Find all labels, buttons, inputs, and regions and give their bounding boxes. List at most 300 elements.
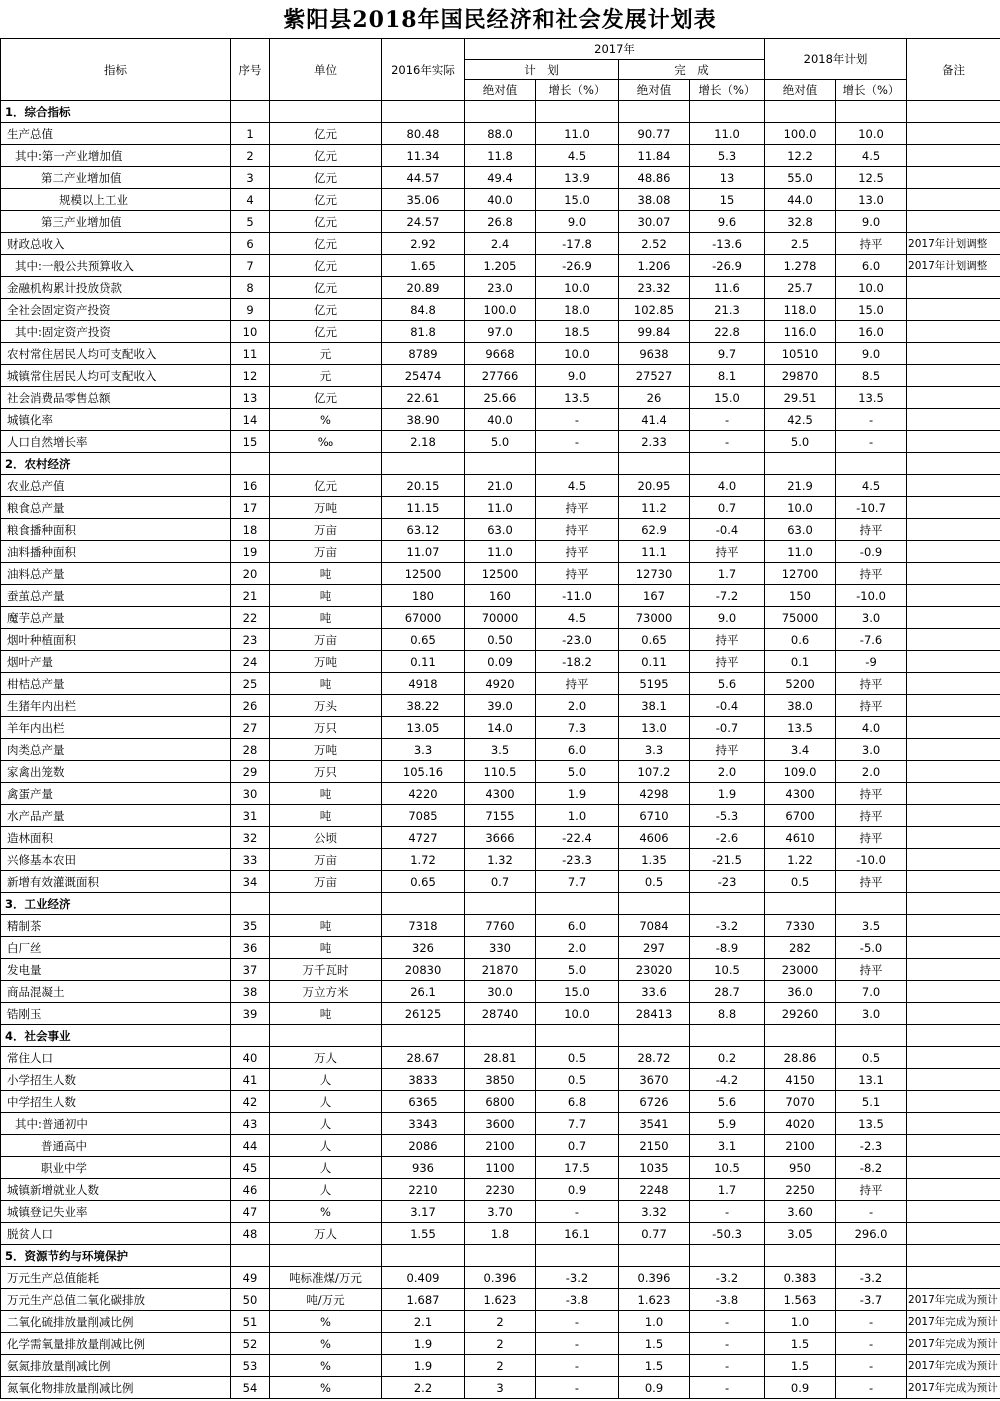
plan-2017-growth-cell: 2.0	[536, 695, 619, 717]
plan-2018-growth-cell: -	[836, 1333, 907, 1355]
note-cell: 2017年计划调整	[907, 255, 1000, 277]
plan-2018-growth-cell: -	[836, 1377, 907, 1399]
actual-2016-cell: 0.11	[382, 651, 465, 673]
empty-cell	[907, 893, 1000, 915]
plan-2018-growth-cell: 4.0	[836, 717, 907, 739]
note-cell	[907, 277, 1000, 299]
actual-2016-cell: 3343	[382, 1113, 465, 1135]
indicator-name-cell: 粮食总产量	[1, 497, 231, 519]
actual-2016-cell: 20.89	[382, 277, 465, 299]
plan-2018-growth-cell: 持平	[836, 563, 907, 585]
done-2017-abs-cell: 23.32	[619, 277, 690, 299]
plan-2018-growth-cell: 5.1	[836, 1091, 907, 1113]
empty-cell	[231, 101, 270, 123]
note-cell	[907, 673, 1000, 695]
empty-cell	[536, 101, 619, 123]
indicator-name-cell: 发电量	[1, 959, 231, 981]
seq-cell: 54	[231, 1377, 270, 1399]
plan-2017-growth-cell: 11.0	[536, 123, 619, 145]
plan-2018-growth-cell: 296.0	[836, 1223, 907, 1245]
actual-2016-cell: 1.9	[382, 1355, 465, 1377]
note-cell: 2017年计划调整	[907, 233, 1000, 255]
table-row	[1, 541, 1000, 563]
indicator-name-cell: 羊年内出栏	[1, 717, 231, 739]
empty-cell	[231, 453, 270, 475]
table-row	[1, 739, 1000, 761]
note-cell	[907, 563, 1000, 585]
plan-2017-growth-cell: 13.5	[536, 387, 619, 409]
done-2017-abs-cell: 1.0	[619, 1311, 690, 1333]
unit-cell: %	[270, 1333, 382, 1355]
seq-cell: 42	[231, 1091, 270, 1113]
header-plan-growth: 增长（%）	[536, 80, 619, 101]
table-row	[1, 365, 1000, 387]
plan-2018-growth-cell: 3.0	[836, 739, 907, 761]
seq-cell: 10	[231, 321, 270, 343]
indicator-name-cell: 全社会固定资产投资	[1, 299, 231, 321]
section-row	[1, 1245, 1000, 1267]
plan-2018-abs-cell: 63.0	[765, 519, 836, 541]
seq-cell: 37	[231, 959, 270, 981]
actual-2016-cell: 2.18	[382, 431, 465, 453]
empty-cell	[765, 1245, 836, 1267]
seq-cell: 38	[231, 981, 270, 1003]
done-2017-growth-cell: -	[690, 409, 765, 431]
done-2017-growth-cell: 5.6	[690, 673, 765, 695]
plan-2018-growth-cell: 2.0	[836, 761, 907, 783]
indicator-name-cell: 城镇登记失业率	[1, 1201, 231, 1223]
actual-2016-cell: 1.72	[382, 849, 465, 871]
done-2017-growth-cell: -3.2	[690, 1267, 765, 1289]
plan-2017-abs-cell: 0.7	[465, 871, 536, 893]
plan-2018-abs-cell: 10510	[765, 343, 836, 365]
section-title: 3．工业经济	[1, 893, 231, 915]
note-cell	[907, 343, 1000, 365]
seq-cell: 27	[231, 717, 270, 739]
plan-2017-growth-cell: 10.0	[536, 277, 619, 299]
note-cell: 2017年完成为预计	[907, 1355, 1000, 1377]
done-2017-abs-cell: 167	[619, 585, 690, 607]
table-row	[1, 1223, 1000, 1245]
note-cell: 2017年完成为预计	[907, 1289, 1000, 1311]
plan-2018-abs-cell: 7330	[765, 915, 836, 937]
indicator-name-cell: 第二产业增加值	[1, 167, 231, 189]
done-2017-abs-cell: 6710	[619, 805, 690, 827]
done-2017-abs-cell: 20.95	[619, 475, 690, 497]
plan-2018-growth-cell: 持平	[836, 673, 907, 695]
table-row	[1, 563, 1000, 585]
done-2017-abs-cell: 3541	[619, 1113, 690, 1135]
seq-cell: 18	[231, 519, 270, 541]
empty-cell	[836, 453, 907, 475]
actual-2016-cell: 0.409	[382, 1267, 465, 1289]
plan-2017-abs-cell: 110.5	[465, 761, 536, 783]
plan-2017-abs-cell: 39.0	[465, 695, 536, 717]
empty-cell	[836, 893, 907, 915]
unit-cell: %	[270, 409, 382, 431]
plan-2017-abs-cell: 21.0	[465, 475, 536, 497]
indicator-name-cell: 脱贫人口	[1, 1223, 231, 1245]
plan-2017-abs-cell: 100.0	[465, 299, 536, 321]
header-done: 完 成	[619, 60, 765, 80]
indicator-name-cell: 粮食播种面积	[1, 519, 231, 541]
indicator-name-cell: 普通高中	[1, 1135, 231, 1157]
done-2017-growth-cell: 28.7	[690, 981, 765, 1003]
table-row	[1, 1179, 1000, 1201]
plan-2017-growth-cell: 7.7	[536, 871, 619, 893]
unit-cell: 万头	[270, 695, 382, 717]
plan-2017-abs-cell: 2230	[465, 1179, 536, 1201]
empty-cell	[836, 1245, 907, 1267]
plan-2018-growth-cell: 6.0	[836, 255, 907, 277]
actual-2016-cell: 326	[382, 937, 465, 959]
plan-2017-growth-cell: 持平	[536, 541, 619, 563]
actual-2016-cell: 63.12	[382, 519, 465, 541]
table-row	[1, 277, 1000, 299]
done-2017-growth-cell: -	[690, 1377, 765, 1399]
done-2017-abs-cell: 0.5	[619, 871, 690, 893]
seq-cell: 24	[231, 651, 270, 673]
done-2017-growth-cell: -23	[690, 871, 765, 893]
indicator-name-cell: 农村常住居民人均可支配收入	[1, 343, 231, 365]
done-2017-growth-cell: -	[690, 1201, 765, 1223]
empty-cell	[382, 1245, 465, 1267]
note-cell	[907, 937, 1000, 959]
actual-2016-cell: 4727	[382, 827, 465, 849]
plan-2017-growth-cell: 16.1	[536, 1223, 619, 1245]
seq-cell: 12	[231, 365, 270, 387]
note-cell	[907, 1201, 1000, 1223]
plan-2018-abs-cell: 4020	[765, 1113, 836, 1135]
plan-2018-growth-cell: -0.9	[836, 541, 907, 563]
done-2017-growth-cell: 持平	[690, 651, 765, 673]
note-cell	[907, 1157, 1000, 1179]
table-row	[1, 937, 1000, 959]
unit-cell: 亿元	[270, 211, 382, 233]
table-row	[1, 387, 1000, 409]
unit-cell: 公顷	[270, 827, 382, 849]
plan-2017-growth-cell: 6.0	[536, 915, 619, 937]
indicator-name-cell: 新增有效灌溉面积	[1, 871, 231, 893]
table-row	[1, 1267, 1000, 1289]
plan-2018-abs-cell: 2100	[765, 1135, 836, 1157]
actual-2016-cell: 3.17	[382, 1201, 465, 1223]
done-2017-abs-cell: 27527	[619, 365, 690, 387]
plan-2018-growth-cell: 10.0	[836, 277, 907, 299]
note-cell	[907, 761, 1000, 783]
table-header	[1, 39, 1000, 101]
table-row	[1, 475, 1000, 497]
plan-2017-growth-cell: -	[536, 409, 619, 431]
plan-2017-abs-cell: 1100	[465, 1157, 536, 1179]
unit-cell: 亿元	[270, 255, 382, 277]
unit-cell: 人	[270, 1179, 382, 1201]
plan-2017-growth-cell: 5.0	[536, 761, 619, 783]
done-2017-growth-cell: 5.3	[690, 145, 765, 167]
table-row	[1, 959, 1000, 981]
unit-cell: 万吨	[270, 651, 382, 673]
table-row	[1, 189, 1000, 211]
table-row	[1, 1091, 1000, 1113]
plan-2018-abs-cell: 4150	[765, 1069, 836, 1091]
indicator-name-cell: 锆刚玉	[1, 1003, 231, 1025]
indicator-name-cell: 社会消费品零售总额	[1, 387, 231, 409]
done-2017-abs-cell: 11.2	[619, 497, 690, 519]
seq-cell: 31	[231, 805, 270, 827]
note-cell: 2017年完成为预计	[907, 1311, 1000, 1333]
plan-2018-abs-cell: 5200	[765, 673, 836, 695]
done-2017-abs-cell: 26	[619, 387, 690, 409]
done-2017-abs-cell: 5195	[619, 673, 690, 695]
indicator-name-cell: 小学招生人数	[1, 1069, 231, 1091]
done-2017-growth-cell: -0.4	[690, 519, 765, 541]
plan-2017-abs-cell: 40.0	[465, 409, 536, 431]
empty-cell	[907, 1245, 1000, 1267]
empty-cell	[690, 893, 765, 915]
plan-2017-abs-cell: 28.81	[465, 1047, 536, 1069]
indicator-name-cell: 其中:普通初中	[1, 1113, 231, 1135]
indicator-name-cell: 魔芋总产量	[1, 607, 231, 629]
plan-2017-abs-cell: 3666	[465, 827, 536, 849]
note-cell	[907, 981, 1000, 1003]
plan-2018-growth-cell: 持平	[836, 695, 907, 717]
plan-2017-abs-cell: 1.205	[465, 255, 536, 277]
seq-cell: 29	[231, 761, 270, 783]
unit-cell: 亿元	[270, 145, 382, 167]
indicator-name-cell: 生产总值	[1, 123, 231, 145]
note-cell	[907, 805, 1000, 827]
actual-2016-cell: 20.15	[382, 475, 465, 497]
seq-cell: 36	[231, 937, 270, 959]
note-cell	[907, 915, 1000, 937]
page-title: 紫阳县2018年国民经济和社会发展计划表	[283, 7, 717, 33]
table-row	[1, 299, 1000, 321]
section-row	[1, 453, 1000, 475]
plan-2018-growth-cell: 10.0	[836, 123, 907, 145]
actual-2016-cell: 0.65	[382, 629, 465, 651]
seq-cell: 30	[231, 783, 270, 805]
table-row	[1, 1377, 1000, 1399]
unit-cell: 万只	[270, 717, 382, 739]
table-row	[1, 1003, 1000, 1025]
plan-2018-growth-cell: 4.5	[836, 475, 907, 497]
plan-2017-growth-cell: 4.5	[536, 607, 619, 629]
note-cell	[907, 1003, 1000, 1025]
seq-cell: 46	[231, 1179, 270, 1201]
actual-2016-cell: 6365	[382, 1091, 465, 1113]
plan-2018-abs-cell: 1.5	[765, 1355, 836, 1377]
note-cell	[907, 651, 1000, 673]
done-2017-growth-cell: -21.5	[690, 849, 765, 871]
seq-cell: 50	[231, 1289, 270, 1311]
note-cell	[907, 321, 1000, 343]
done-2017-growth-cell: -	[690, 431, 765, 453]
actual-2016-cell: 7318	[382, 915, 465, 937]
empty-cell	[270, 453, 382, 475]
done-2017-growth-cell: 11.6	[690, 277, 765, 299]
plan-2018-growth-cell: -8.2	[836, 1157, 907, 1179]
actual-2016-cell: 35.06	[382, 189, 465, 211]
done-2017-abs-cell: 0.396	[619, 1267, 690, 1289]
done-2017-growth-cell: -7.2	[690, 585, 765, 607]
actual-2016-cell: 26125	[382, 1003, 465, 1025]
plan-2018-abs-cell: 42.5	[765, 409, 836, 431]
actual-2016-cell: 11.34	[382, 145, 465, 167]
seq-cell: 6	[231, 233, 270, 255]
indicator-name-cell: 其中:一般公共预算收入	[1, 255, 231, 277]
table-row	[1, 651, 1000, 673]
header-2018-absolute: 绝对值	[765, 80, 836, 101]
table-row	[1, 827, 1000, 849]
header-seq: 序号	[231, 39, 270, 101]
plan-2017-growth-cell: 0.5	[536, 1047, 619, 1069]
plan-2017-abs-cell: 26.8	[465, 211, 536, 233]
plan-2018-growth-cell: -10.7	[836, 497, 907, 519]
done-2017-abs-cell: 6726	[619, 1091, 690, 1113]
table-row	[1, 871, 1000, 893]
done-2017-abs-cell: 102.85	[619, 299, 690, 321]
table-row	[1, 211, 1000, 233]
done-2017-growth-cell: -4.2	[690, 1069, 765, 1091]
done-2017-abs-cell: 23020	[619, 959, 690, 981]
plan-2018-abs-cell: 4610	[765, 827, 836, 849]
unit-cell: 亿元	[270, 321, 382, 343]
plan-2017-abs-cell: 4920	[465, 673, 536, 695]
done-2017-abs-cell: 0.77	[619, 1223, 690, 1245]
done-2017-growth-cell: -3.8	[690, 1289, 765, 1311]
header-plan-2018: 2018年计划	[765, 39, 907, 80]
seq-cell: 5	[231, 211, 270, 233]
actual-2016-cell: 180	[382, 585, 465, 607]
unit-cell: 万立方米	[270, 981, 382, 1003]
plan-2017-abs-cell: 1.623	[465, 1289, 536, 1311]
table-row	[1, 1289, 1000, 1311]
done-2017-abs-cell: 11.1	[619, 541, 690, 563]
plan-2017-abs-cell: 7155	[465, 805, 536, 827]
seq-cell: 4	[231, 189, 270, 211]
unit-cell: 亿元	[270, 167, 382, 189]
empty-cell	[536, 1245, 619, 1267]
plan-2017-growth-cell: -	[536, 1333, 619, 1355]
plan-2017-growth-cell: 1.9	[536, 783, 619, 805]
actual-2016-cell: 2086	[382, 1135, 465, 1157]
plan-2018-abs-cell: 25.7	[765, 277, 836, 299]
actual-2016-cell: 44.57	[382, 167, 465, 189]
note-cell	[907, 783, 1000, 805]
unit-cell: 万亩	[270, 871, 382, 893]
header-indicator: 指标	[1, 39, 231, 101]
indicator-name-cell: 油料播种面积	[1, 541, 231, 563]
plan-2017-abs-cell: 63.0	[465, 519, 536, 541]
table-body	[1, 101, 1000, 1399]
plan-2017-growth-cell: 10.0	[536, 1003, 619, 1025]
done-2017-growth-cell: -50.3	[690, 1223, 765, 1245]
plan-2018-abs-cell: 29870	[765, 365, 836, 387]
plan-2018-abs-cell: 0.5	[765, 871, 836, 893]
header-plan-absolute: 绝对值	[465, 80, 536, 101]
plan-2018-abs-cell: 10.0	[765, 497, 836, 519]
plan-2018-growth-cell: 12.5	[836, 167, 907, 189]
done-2017-growth-cell: 2.0	[690, 761, 765, 783]
seq-cell: 39	[231, 1003, 270, 1025]
plan-2017-growth-cell: -23.3	[536, 849, 619, 871]
plan-2018-growth-cell: 3.0	[836, 607, 907, 629]
plan-2017-abs-cell: 2	[465, 1355, 536, 1377]
section-row	[1, 1025, 1000, 1047]
note-cell	[907, 431, 1000, 453]
plan-2018-growth-cell: 9.0	[836, 343, 907, 365]
seq-cell: 15	[231, 431, 270, 453]
actual-2016-cell: 2.1	[382, 1311, 465, 1333]
done-2017-growth-cell: 1.9	[690, 783, 765, 805]
plan-2017-abs-cell: 7760	[465, 915, 536, 937]
plan-2018-abs-cell: 1.22	[765, 849, 836, 871]
plan-2018-abs-cell: 44.0	[765, 189, 836, 211]
empty-cell	[231, 1025, 270, 1047]
table-row	[1, 607, 1000, 629]
plan-2018-growth-cell: -	[836, 1355, 907, 1377]
unit-cell: 亿元	[270, 299, 382, 321]
plan-2017-abs-cell: 11.8	[465, 145, 536, 167]
unit-cell: 亿元	[270, 475, 382, 497]
empty-cell	[690, 1025, 765, 1047]
unit-cell: 人	[270, 1091, 382, 1113]
seq-cell: 32	[231, 827, 270, 849]
empty-cell	[536, 893, 619, 915]
indicator-name-cell: 第三产业增加值	[1, 211, 231, 233]
done-2017-abs-cell: 297	[619, 937, 690, 959]
seq-cell: 3	[231, 167, 270, 189]
plan-2017-growth-cell: 9.0	[536, 365, 619, 387]
plan-2017-abs-cell: 2	[465, 1311, 536, 1333]
plan-2018-abs-cell: 1.5	[765, 1333, 836, 1355]
plan-2018-growth-cell: -	[836, 1311, 907, 1333]
actual-2016-cell: 4918	[382, 673, 465, 695]
plan-2017-growth-cell: 持平	[536, 563, 619, 585]
done-2017-abs-cell: 1.623	[619, 1289, 690, 1311]
done-2017-growth-cell: 22.8	[690, 321, 765, 343]
plan-2018-abs-cell: 0.9	[765, 1377, 836, 1399]
seq-cell: 7	[231, 255, 270, 277]
plan-2018-growth-cell: 持平	[836, 959, 907, 981]
indicator-name-cell: 规模以上工业	[1, 189, 231, 211]
plan-2017-abs-cell: 28740	[465, 1003, 536, 1025]
done-2017-abs-cell: 90.77	[619, 123, 690, 145]
actual-2016-cell: 1.9	[382, 1333, 465, 1355]
plan-2017-abs-cell: 3.70	[465, 1201, 536, 1223]
table-row	[1, 849, 1000, 871]
done-2017-growth-cell: 1.7	[690, 563, 765, 585]
table-row	[1, 673, 1000, 695]
done-2017-growth-cell: -2.6	[690, 827, 765, 849]
plan-2018-abs-cell: 3.4	[765, 739, 836, 761]
empty-cell	[465, 893, 536, 915]
note-cell	[907, 871, 1000, 893]
actual-2016-cell: 11.07	[382, 541, 465, 563]
plan-2018-abs-cell: 116.0	[765, 321, 836, 343]
table-row	[1, 431, 1000, 453]
plan-2018-abs-cell: 1.563	[765, 1289, 836, 1311]
plan-2018-growth-cell: -10.0	[836, 849, 907, 871]
section-title: 1．综合指标	[1, 101, 231, 123]
unit-cell: 万亩	[270, 629, 382, 651]
plan-2017-growth-cell: 持平	[536, 519, 619, 541]
seq-cell: 43	[231, 1113, 270, 1135]
done-2017-abs-cell: 99.84	[619, 321, 690, 343]
indicator-name-cell: 财政总收入	[1, 233, 231, 255]
indicator-name-cell: 水产品产量	[1, 805, 231, 827]
seq-cell: 34	[231, 871, 270, 893]
